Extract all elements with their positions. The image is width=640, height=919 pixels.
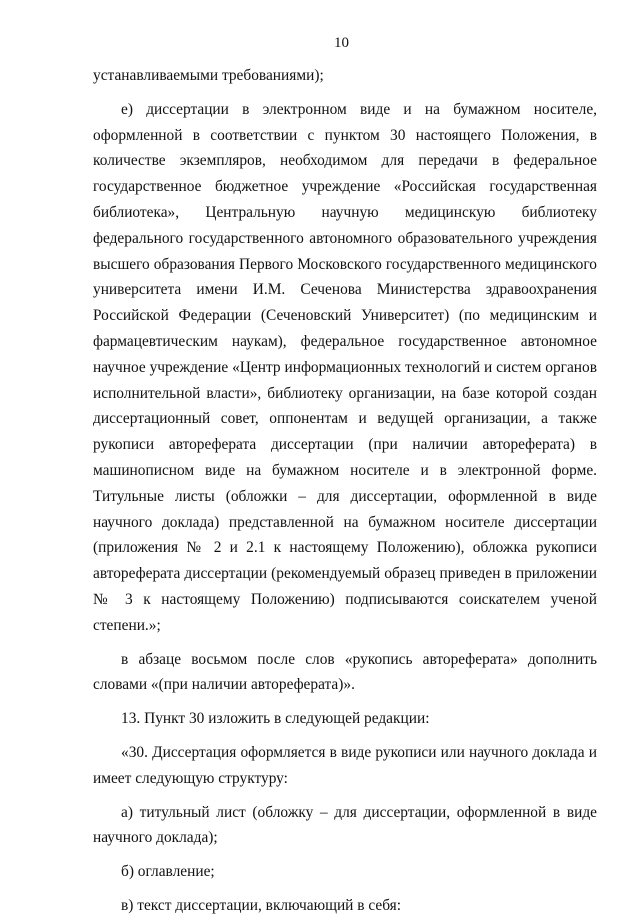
document-body (93, 63, 597, 919)
paragraph-subitem-b: б) оглавление; (121, 863, 215, 881)
page-number: 10 (334, 35, 349, 51)
paragraph-item-13: 13. Пункт 30 изложить в следующей редакции: (121, 710, 430, 728)
paragraph-subitem-v: в) текст диссертации, включающий в себя: (121, 896, 402, 914)
paragraph-continuation: устанавливаемыми требованиями); (93, 67, 324, 84)
paragraph-item-30: «30. Диссертация оформляется в виде рукописи или научного доклада и имеет следующую структуру: (93, 743, 597, 787)
paragraph-subitem-a: а) титульный лист (обложку – для диссертации, оформленной в виде научного доклада); (93, 803, 597, 847)
paragraph-item-e: е) диссертации в электронном виде и на бумажном носителе, оформленной в соответствии с пунктом 30 настоящего Положения, в количестве экземпляров, необходимом для передачи в федеральное государственное бюджетное учреждение «Российская государственная библиотека», Центральную научную медицинскую библиотеку федерального государственного автономного образовательного учреждения высшего образования Первого Московского государственного медицинского университета имени И.М. Сеченова Министерства здравоохранения Российской Федерации (Сеченовский Университет) (по медицинским и фармацевтическим наукам), федеральное государственное автономное научное учреждение «Центр информационных технологий и систем органов исполнительной власти», библиотеку организации, на базе которой создан диссертационный совет, оппонентам и ведущей организации, а также рукописи автореферата диссертации (при наличии автореферата) в машинописном виде на бумажном носителе и в электронной форме. Титульные листы (обложки – для диссертации, оформленной в виде научного доклада) представленной на бумажном носителе диссертации (приложения № 2 и 2.1 к настоящему Положению), обложка рукописи автореферата диссертации (рекомендуемый образец приведен в приложении № 3 к настоящему Положению) подписываются соискателем ученой степени.»; (93, 100, 597, 634)
paragraph-amendment-eighth: в абзаце восьмом после слов «рукопись автореферата» дополнить словами «(при наличии автореферата)». (93, 650, 597, 694)
